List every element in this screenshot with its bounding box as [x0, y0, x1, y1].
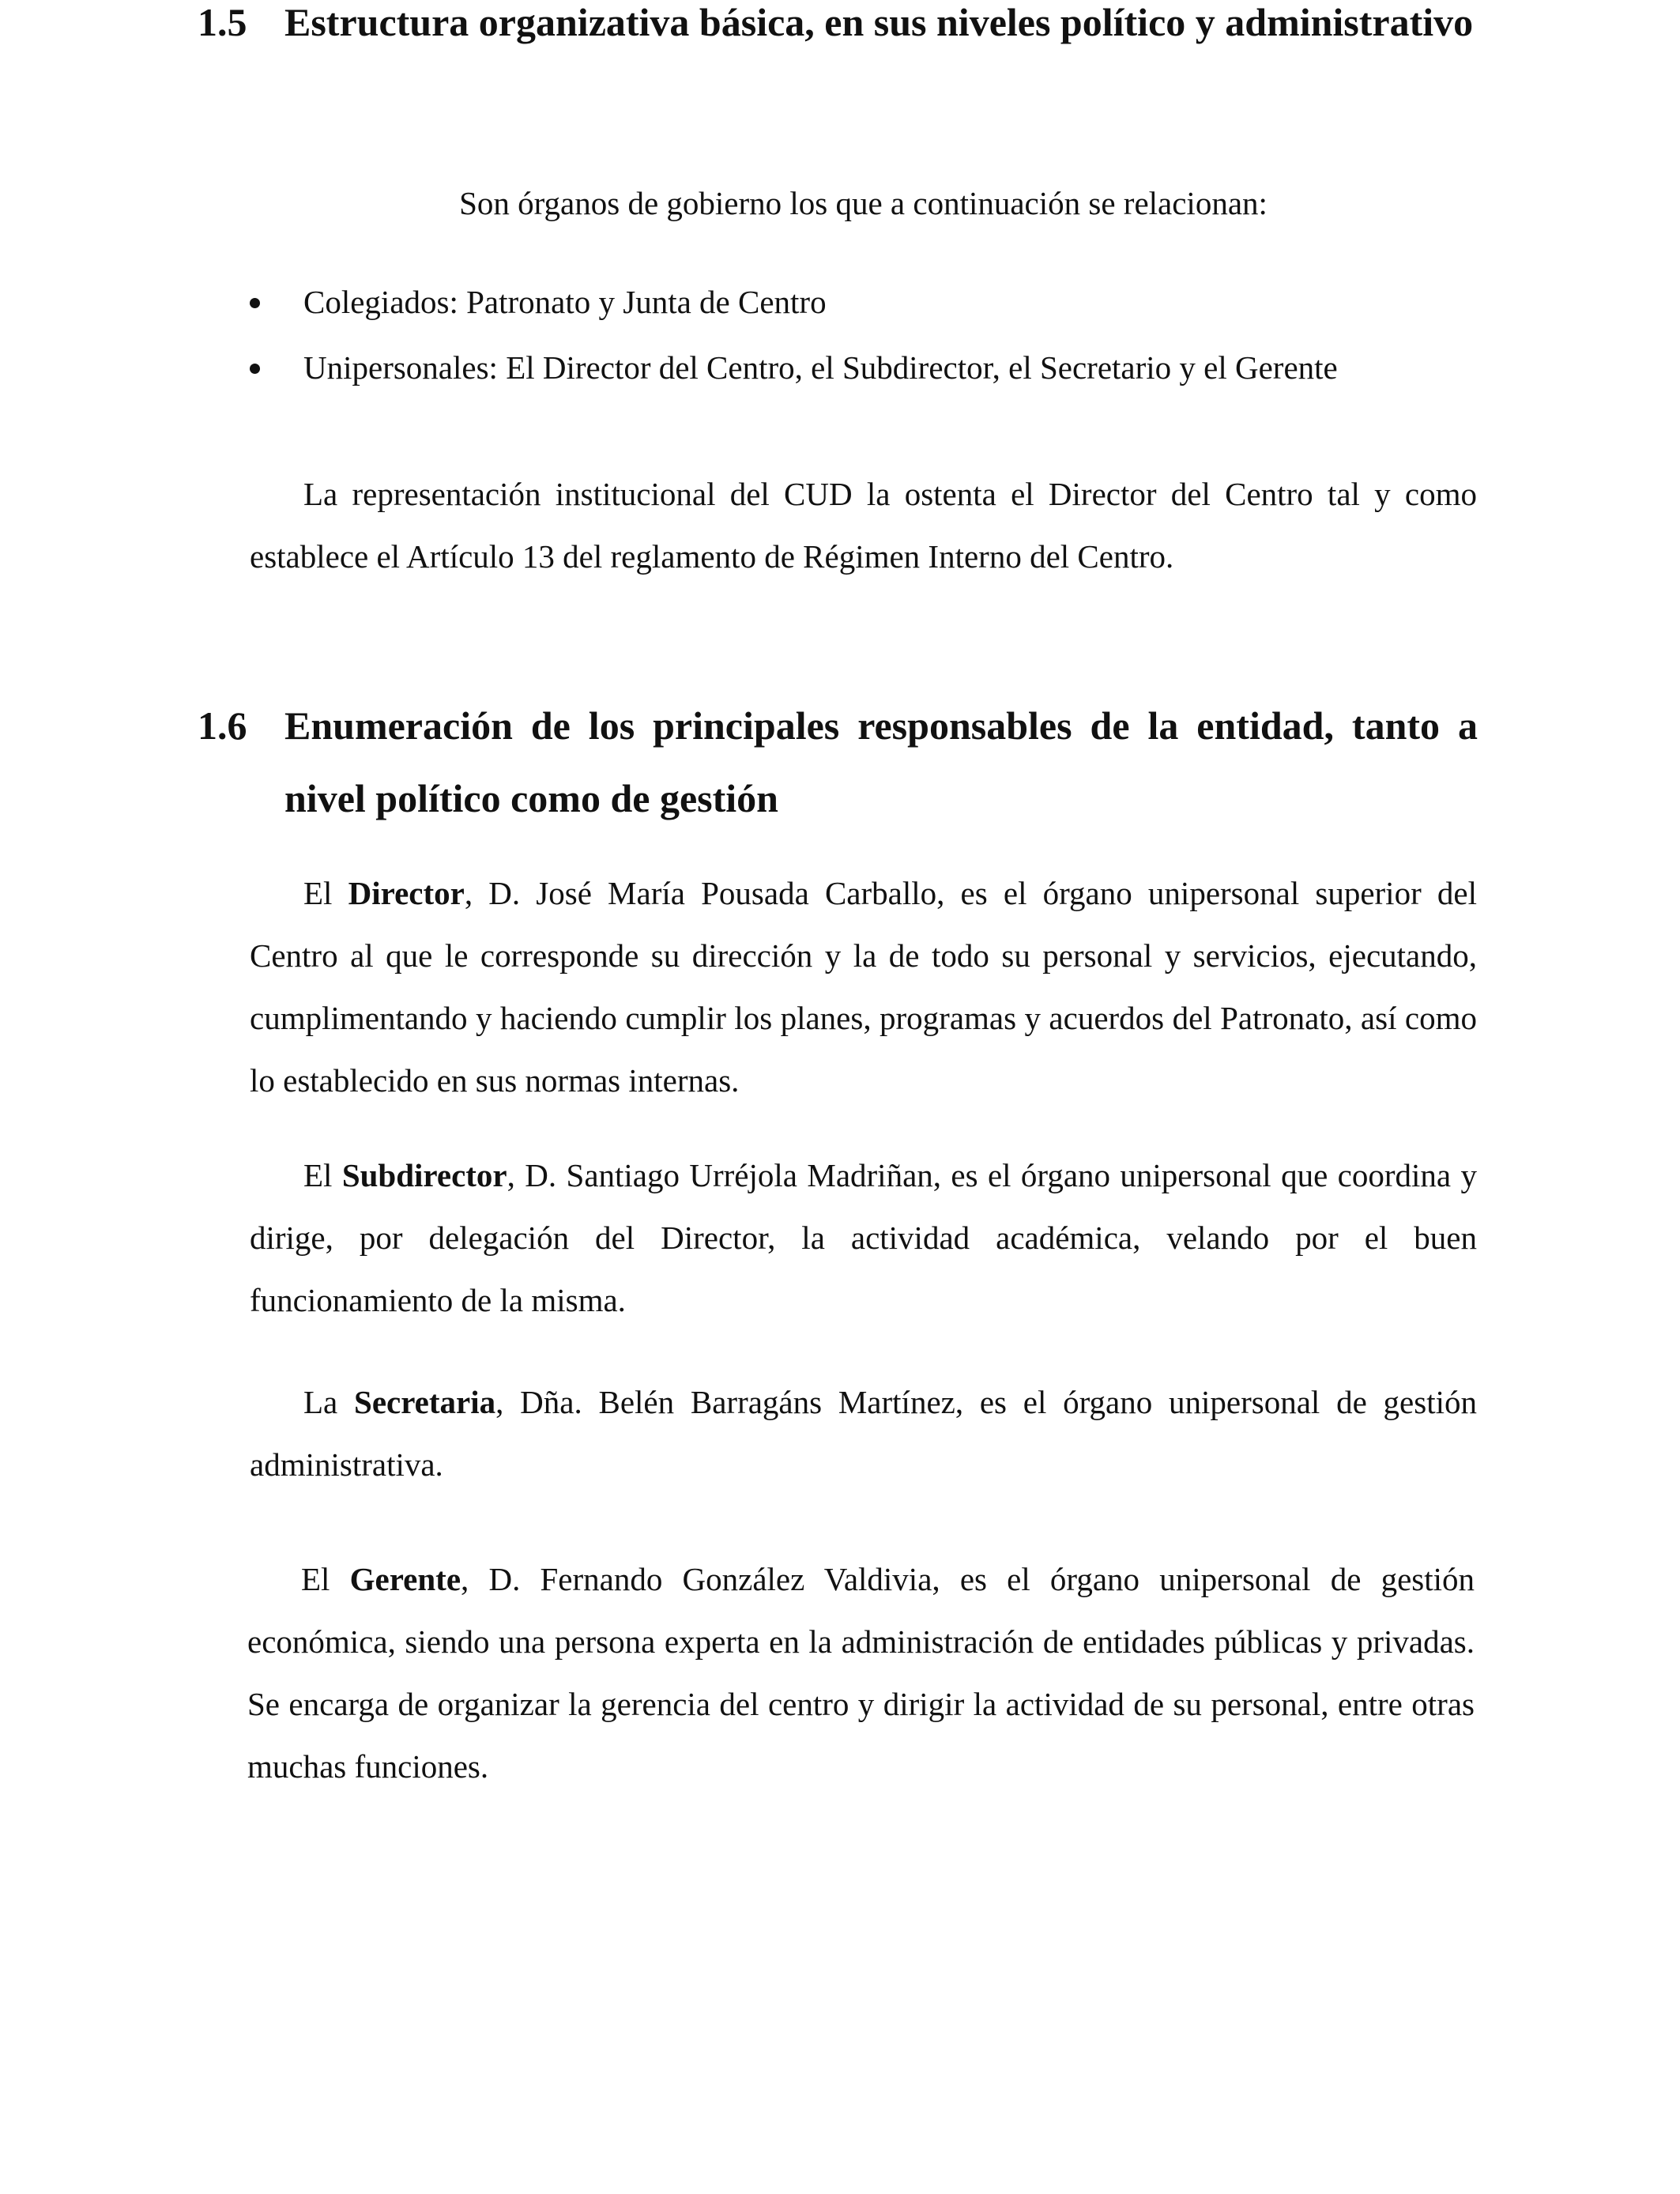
- subdirector-role: Subdirector: [341, 1157, 507, 1193]
- section-1-5-number: 1.5: [198, 0, 247, 44]
- list-item-text: Colegiados: Patronato y Junta de Centro: [303, 284, 827, 320]
- gerente-text: , D. Fernando González Valdivia, es el órgano unipersonal de gestión económica, siendo una persona experta en la administración de entidades públicas y privadas. Se encarga de organizar la gerencia del centro y dirigir la actividad de su personal, entre otras muchas funciones.: [247, 1561, 1475, 1785]
- secretaria-prefix: La: [303, 1384, 355, 1420]
- gerente-role: Gerente: [349, 1561, 461, 1597]
- list-item: [250, 335, 1514, 401]
- gerente-paragraph: [247, 1548, 1475, 1798]
- section-1-5-title: Estructura organizativa básica, en sus niveles político y administrativo: [284, 0, 1474, 44]
- section-1-6-title: Enumeración de los principales responsables de la entidad, tanto a nivel político como de gestión: [284, 703, 1478, 820]
- representation-paragraph: La representación institucional del CUD la ostenta el Director del Centro tal y como establece el Artículo 13 del reglamento de Régimen Interno del Centro.: [250, 476, 1477, 575]
- director-prefix: El: [303, 875, 348, 911]
- subdirector-paragraph: [250, 1144, 1477, 1332]
- list-item-text: Unipersonales: El Director del Centro, el Subdirector, el Secretario y el Gerente: [303, 349, 1338, 386]
- list-item: [250, 270, 1514, 335]
- governing-bodies-list: [250, 270, 1514, 401]
- bullet-icon: [250, 298, 260, 308]
- section-1-6-heading: [198, 689, 1478, 835]
- director-paragraph: [250, 862, 1477, 1112]
- section-1-6-number: 1.6: [198, 703, 247, 748]
- subdirector-text: , D. Santiago Urréjola Madriñan, es el órgano unipersonal que coordina y dirige, por delegación del Director, la actividad académica, velando por el buen funcionamiento de la misma.: [250, 1157, 1477, 1318]
- secretaria-role: Secretaria: [354, 1384, 496, 1420]
- director-role: Director: [348, 875, 465, 911]
- gerente-prefix: El: [301, 1561, 350, 1597]
- secretaria-text: , Dña. Belén Barragáns Martínez, es el órgano unipersonal de gestión administrativa.: [250, 1384, 1477, 1483]
- subdirector-prefix: El: [303, 1157, 342, 1193]
- section-1-5-heading: [198, 0, 1478, 58]
- bullet-icon: [250, 364, 260, 374]
- director-text: , D. José María Pousada Carballo, es el órgano unipersonal superior del Centro al que le corresponde su dirección y la de todo su personal y servicios, ejecutando, cumplimentando y haciendo cumplir los planes, programas y acuerdos del Patronato, así como lo establecido en sus normas internas.: [250, 875, 1477, 1099]
- section-1-5-intro: Son órganos de gobierno los que a continuación se relacionan:: [459, 185, 1268, 221]
- secretaria-paragraph: [250, 1371, 1477, 1496]
